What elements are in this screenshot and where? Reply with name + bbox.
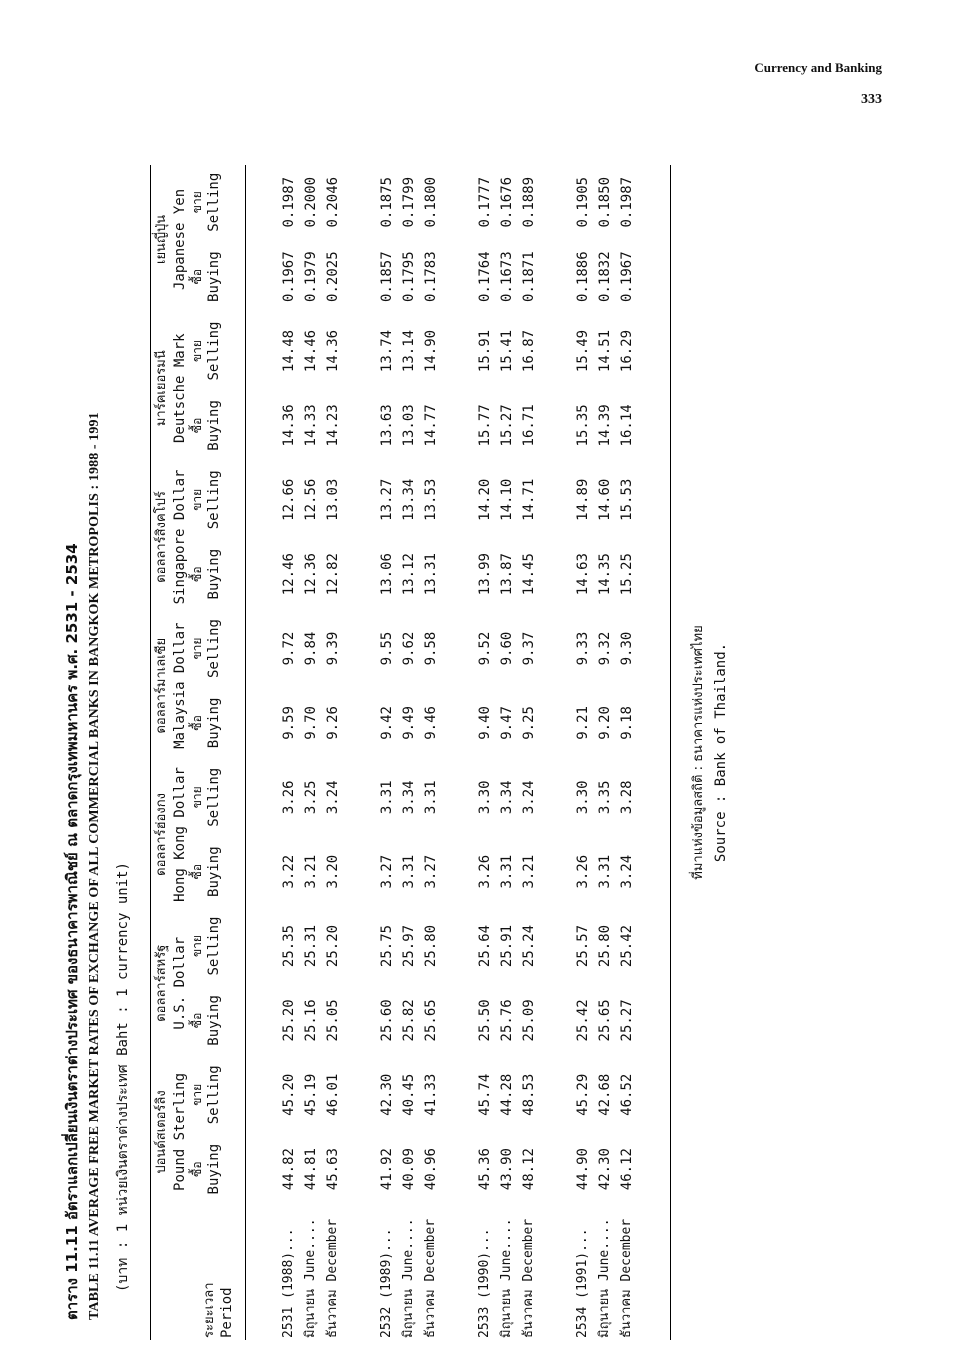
selling-rate-cell: 13.53 [423, 478, 439, 521]
buying-rate-cell: 40.96 [423, 1148, 439, 1191]
source-english: Source : Bank of Thailand. [713, 642, 729, 863]
buying-rate-cell: 16.14 [619, 404, 635, 447]
selling-rate-cell: 0.1987 [619, 176, 635, 228]
buying-rate-cell: 25.82 [401, 999, 417, 1042]
buying-rate-cell: 9.59 [281, 706, 297, 740]
selling-rate-cell: 48.53 [521, 1073, 537, 1116]
selling-rate-cell: 0.1676 [499, 176, 515, 228]
currency-name-thai: ดอลลาร์ฮ่องกง [154, 793, 169, 876]
rotated-table-page [60, 165, 750, 1340]
currency-name-english: Hong Kong Dollar [172, 767, 188, 902]
table-title-thai: ตาราง 11.11 อัตราแลกเปลี่ยนเงินตราต่างประเทศ ของธนาคารพาณิชย์ ณ ตลาดกรุงเทพมหานคร พ.ศ. 2531 - 2534 [63, 543, 81, 1320]
buying-rate-cell: 25.60 [379, 999, 395, 1042]
currency-name-thai: เยนญี่ปุ่น [154, 214, 169, 264]
buy-label-thai: ซื้อ [190, 863, 204, 880]
selling-rate-cell: 25.80 [423, 924, 439, 968]
selling-rate-cell: 13.03 [325, 478, 341, 521]
buying-rate-cell: 40.09 [401, 1148, 417, 1191]
selling-rate-cell: 9.58 [423, 631, 439, 666]
buying-rate-cell: 44.90 [575, 1148, 591, 1191]
selling-rate-cell: 3.28 [619, 780, 635, 815]
selling-rate-cell: 16.87 [521, 329, 537, 373]
buying-rate-cell: 3.31 [499, 854, 515, 889]
selling-rate-cell: 9.72 [281, 631, 297, 666]
buying-rate-cell: 45.36 [477, 1148, 493, 1191]
sell-label-english: Selling [206, 767, 222, 827]
period-header-thai: ระยะเวลา [202, 1282, 217, 1338]
buy-label-english: Buying [206, 995, 222, 1046]
buying-rate-cell: 12.82 [325, 553, 341, 596]
buying-rate-cell: 14.33 [303, 404, 319, 447]
buying-rate-cell: 9.26 [325, 706, 341, 740]
buying-rate-cell: 48.12 [521, 1148, 537, 1191]
period-header-english: Period [219, 1287, 235, 1338]
selling-rate-cell: 3.24 [521, 780, 537, 815]
buying-rate-cell: 25.27 [619, 999, 635, 1042]
currency-name-english: Deutsche Mark [172, 333, 188, 443]
selling-rate-cell: 13.74 [379, 329, 395, 373]
currency-name-english: Japanese Yen [172, 188, 188, 290]
selling-rate-cell: 14.46 [303, 329, 319, 373]
period-header [151, 1206, 235, 1340]
table-row [616, 165, 638, 1340]
buying-rate-cell: 46.12 [619, 1148, 635, 1191]
selling-rate-cell: 0.1875 [379, 176, 395, 228]
selling-rate-cell: 0.2000 [303, 176, 319, 228]
selling-rate-cell: 15.49 [575, 329, 591, 373]
period-label: มิถุนายน June.... [401, 1218, 416, 1338]
buying-rate-cell: 9.47 [499, 706, 515, 740]
buying-rate-cell: 14.39 [597, 404, 613, 447]
buying-header [189, 686, 235, 760]
period-label: 2533 (1990)... [477, 1228, 492, 1338]
buying-rate-cell: 0.1871 [521, 251, 537, 302]
selling-rate-cell: 14.36 [325, 329, 341, 373]
selling-rate-cell: 3.30 [477, 780, 493, 815]
buying-rate-cell: 3.31 [401, 854, 417, 889]
currency-header [151, 463, 189, 612]
buying-rate-cell: 3.24 [619, 854, 635, 889]
sell-label-thai: ขาย [190, 786, 204, 809]
buying-rate-cell: 13.31 [423, 553, 439, 596]
buying-rate-cell: 25.16 [303, 999, 319, 1042]
group-spacer [540, 165, 572, 1340]
sell-label-thai: ขาย [190, 1083, 204, 1106]
buying-rate-cell: 9.49 [401, 706, 417, 740]
buying-rate-cell: 14.36 [281, 404, 297, 447]
buying-rate-cell: 9.70 [303, 706, 319, 740]
currency-header [151, 611, 189, 760]
buying-rate-cell: 25.42 [575, 999, 591, 1042]
buy-label-english: Buying [206, 251, 222, 302]
buying-rate-cell: 14.63 [575, 553, 591, 596]
table-unit-note: (บาท : 1 หน่วยเงินตราต่างประเทศ Baht : 1 currency unit) [115, 862, 131, 1292]
buying-rate-cell: 13.63 [379, 404, 395, 447]
selling-rate-cell: 15.91 [477, 329, 493, 373]
buying-header [189, 983, 235, 1057]
selling-rate-cell: 25.80 [597, 924, 613, 968]
buying-rate-cell: 13.12 [401, 553, 417, 596]
selling-rate-cell: 14.51 [597, 329, 613, 373]
currency-header [151, 314, 189, 463]
buying-rate-cell: 3.27 [379, 854, 395, 889]
buying-rate-cell: 42.30 [597, 1148, 613, 1191]
selling-rate-cell: 9.55 [379, 631, 395, 666]
buying-rate-cell: 13.87 [499, 553, 515, 596]
buying-rate-cell: 14.23 [325, 404, 341, 447]
buying-rate-cell: 3.22 [281, 854, 297, 889]
selling-rate-cell: 25.31 [303, 924, 319, 968]
selling-rate-cell: 14.10 [499, 478, 515, 521]
buying-rate-cell: 14.77 [423, 404, 439, 447]
buying-rate-cell: 9.21 [575, 706, 591, 740]
buying-header [189, 834, 235, 908]
table-row [420, 165, 442, 1340]
currency-name-thai: ดอลลาร์มาเลเซีย [154, 637, 169, 734]
sell-label-english: Selling [206, 321, 222, 381]
selling-rate-cell: 25.57 [575, 924, 591, 968]
buying-rate-cell: 3.26 [477, 854, 493, 889]
period-label: ธันวาคม December [521, 1218, 536, 1338]
sell-label-english: Selling [206, 470, 222, 530]
selling-rate-cell: 25.20 [325, 924, 341, 968]
buying-header [189, 388, 235, 462]
sell-label-english: Selling [206, 916, 222, 976]
buying-rate-cell: 13.06 [379, 553, 395, 596]
selling-header [189, 909, 235, 983]
buying-rate-cell: 0.1857 [379, 251, 395, 302]
selling-rate-cell: 25.24 [521, 924, 537, 968]
table-bottom-rule [670, 165, 671, 1340]
buying-rate-cell: 0.1886 [575, 251, 591, 302]
selling-rate-cell: 0.2046 [325, 176, 341, 228]
buying-rate-cell: 3.21 [521, 854, 537, 889]
buying-rate-cell: 43.90 [499, 1148, 515, 1191]
selling-header [189, 1058, 235, 1132]
buying-rate-cell: 41.92 [379, 1148, 395, 1191]
period-label: มิถุนายน June.... [597, 1218, 612, 1338]
exchange-rate-table [150, 165, 671, 1340]
buying-rate-cell: 9.25 [521, 706, 537, 740]
table-row [376, 165, 398, 1340]
selling-rate-cell: 45.29 [575, 1073, 591, 1116]
selling-rate-cell: 3.24 [325, 780, 341, 815]
table-row [398, 165, 420, 1340]
selling-rate-cell: 13.14 [401, 329, 417, 373]
buying-rate-cell: 0.1967 [619, 251, 635, 302]
selling-rate-cell: 46.01 [325, 1073, 341, 1116]
table-source [688, 165, 732, 1340]
selling-rate-cell: 9.52 [477, 631, 493, 666]
currency-header [151, 1058, 189, 1207]
selling-rate-cell: 16.29 [619, 329, 635, 373]
buying-rate-cell: 3.27 [423, 854, 439, 889]
selling-rate-cell: 46.52 [619, 1073, 635, 1116]
currency-name-english: Pound Sterling [172, 1072, 188, 1191]
buying-rate-cell: 3.21 [303, 854, 319, 889]
buying-rate-cell: 25.50 [477, 999, 493, 1042]
buying-rate-cell: 0.1967 [281, 251, 297, 302]
selling-rate-cell: 13.27 [379, 478, 395, 521]
currency-name-thai: ดอลลาร์สิงคโปร์ [154, 491, 169, 583]
selling-rate-cell: 0.1799 [401, 176, 417, 228]
buying-rate-cell: 9.18 [619, 706, 635, 740]
period-label: มิถุนายน June.... [303, 1218, 318, 1338]
buy-label-thai: ซื้อ [190, 268, 204, 285]
selling-rate-cell: 0.1987 [281, 176, 297, 228]
selling-rate-cell: 40.45 [401, 1073, 417, 1116]
selling-rate-cell: 9.62 [401, 631, 417, 666]
table-row [278, 165, 300, 1340]
buy-sell-header-row [189, 165, 235, 1340]
buy-label-english: Buying [206, 548, 222, 600]
currency-name-english: U.S. Dollar [172, 936, 188, 1030]
selling-rate-cell: 15.41 [499, 329, 515, 373]
sell-label-english: Selling [206, 172, 222, 232]
selling-rate-cell: 25.35 [281, 924, 297, 968]
selling-rate-cell: 0.1850 [597, 176, 613, 228]
selling-rate-cell: 45.20 [281, 1073, 297, 1116]
buying-rate-cell: 14.35 [597, 553, 613, 596]
selling-rate-cell: 41.33 [423, 1073, 439, 1116]
currency-header-row [151, 165, 189, 1340]
selling-rate-cell: 0.1889 [521, 176, 537, 228]
group-spacer [638, 165, 670, 1340]
buying-rate-cell: 25.09 [521, 999, 537, 1042]
buying-rate-cell: 3.26 [575, 854, 591, 889]
table-row [474, 165, 496, 1340]
selling-rate-cell: 3.31 [379, 780, 395, 815]
selling-rate-cell: 3.34 [499, 780, 515, 815]
selling-header [189, 611, 235, 685]
buying-rate-cell: 0.1979 [303, 251, 319, 302]
buying-header [189, 239, 235, 313]
selling-rate-cell: 3.25 [303, 780, 319, 815]
period-label: 2531 (1988)... [281, 1228, 296, 1338]
buying-rate-cell: 44.82 [281, 1148, 297, 1191]
buy-label-english: Buying [206, 400, 222, 451]
buying-rate-cell: 25.65 [597, 999, 613, 1042]
period-label: 2532 (1989)... [379, 1228, 394, 1338]
selling-rate-cell: 25.64 [477, 924, 493, 968]
selling-rate-cell: 14.48 [281, 329, 297, 373]
table-row [594, 165, 616, 1340]
buying-rate-cell: 3.31 [597, 854, 613, 889]
group-spacer [442, 165, 474, 1340]
selling-rate-cell: 3.31 [423, 780, 439, 815]
selling-header [189, 314, 235, 388]
buying-rate-cell: 15.35 [575, 404, 591, 447]
sell-label-thai: ขาย [190, 340, 204, 363]
buying-rate-cell: 12.36 [303, 553, 319, 596]
sell-label-thai: ขาย [190, 637, 204, 660]
period-label: ธันวาคม December [325, 1218, 340, 1338]
page-number: 333 [861, 92, 882, 107]
selling-rate-cell: 9.33 [575, 631, 591, 666]
table-row [518, 165, 540, 1340]
buying-rate-cell: 0.1783 [423, 251, 439, 302]
selling-rate-cell: 12.56 [303, 478, 319, 521]
selling-header [189, 165, 235, 239]
period-label: ธันวาคม December [423, 1218, 438, 1338]
currency-header [151, 165, 189, 314]
currency-name-thai: ปอนด์สเตอร์ลิง [154, 1090, 169, 1174]
selling-rate-cell: 12.66 [281, 478, 297, 521]
buying-rate-cell: 15.27 [499, 404, 515, 447]
table-row [300, 165, 322, 1340]
buy-label-thai: ซื้อ [190, 1161, 204, 1177]
buying-rate-cell: 0.2025 [325, 251, 341, 302]
group-spacer [246, 165, 279, 1340]
buy-label-thai: ซื้อ [190, 715, 204, 731]
selling-rate-cell: 44.28 [499, 1073, 515, 1116]
buying-rate-cell: 13.99 [477, 553, 493, 596]
selling-rate-cell: 45.19 [303, 1073, 319, 1116]
selling-rate-cell: 3.26 [281, 780, 297, 815]
selling-rate-cell: 9.39 [325, 631, 341, 666]
buy-label-thai: ซื้อ [190, 1012, 204, 1029]
selling-rate-cell: 14.89 [575, 478, 591, 521]
buying-rate-cell: 14.45 [521, 553, 537, 596]
buying-rate-cell: 25.65 [423, 999, 439, 1042]
currency-name-thai: มาร์คเยอรมนี [154, 350, 169, 427]
selling-rate-cell: 14.60 [597, 478, 613, 521]
header-rule [235, 165, 246, 1340]
buying-rate-cell: 25.76 [499, 999, 515, 1042]
table-title-english: TABLE 11.11 AVERAGE FREE MARKET RATES OF EXCHANGE OF ALL COMMERCIAL BANKS IN BANGKOK METROPOLIS : 1988 - 1991 [87, 412, 102, 1320]
selling-rate-cell: 14.20 [477, 478, 493, 521]
period-label: ธันวาคม December [619, 1218, 634, 1338]
selling-rate-cell: 0.1905 [575, 176, 591, 228]
currency-name-english: Malaysia Dollar [172, 622, 188, 749]
buy-label-english: Buying [206, 1143, 222, 1195]
buying-rate-cell: 9.42 [379, 706, 395, 740]
buying-rate-cell: 25.20 [281, 999, 297, 1042]
buying-rate-cell: 13.03 [401, 404, 417, 447]
selling-rate-cell: 0.1777 [477, 176, 493, 228]
table-row [322, 165, 344, 1340]
currency-name-english: Singapore Dollar [172, 469, 188, 605]
selling-rate-cell: 9.60 [499, 631, 515, 666]
sell-label-thai: ขาย [190, 191, 204, 214]
buying-rate-cell: 15.25 [619, 553, 635, 596]
group-spacer [344, 165, 376, 1340]
sell-label-english: Selling [206, 1065, 222, 1125]
currency-header [151, 909, 189, 1058]
selling-header [189, 463, 235, 537]
buying-rate-cell: 3.20 [325, 854, 341, 889]
buying-rate-cell: 15.77 [477, 404, 493, 447]
selling-rate-cell: 25.97 [401, 924, 417, 968]
selling-rate-cell: 42.30 [379, 1073, 395, 1116]
selling-rate-cell: 9.37 [521, 631, 537, 666]
sell-label-thai: ขาย [190, 488, 204, 511]
selling-rate-cell: 14.90 [423, 329, 439, 373]
source-thai: ที่มาแห่งข้อมูลสถิติ : ธนาคารแห่งประเทศไทย [691, 625, 706, 880]
selling-rate-cell: 9.32 [597, 631, 613, 666]
buy-label-english: Buying [206, 697, 222, 749]
selling-rate-cell: 14.71 [521, 478, 537, 521]
selling-rate-cell: 9.30 [619, 631, 635, 666]
sell-label-thai: ขาย [190, 935, 204, 958]
selling-rate-cell: 25.42 [619, 924, 635, 968]
buying-rate-cell: 0.1795 [401, 251, 417, 302]
buying-rate-cell: 45.63 [325, 1148, 341, 1191]
buying-rate-cell: 12.46 [281, 553, 297, 596]
table-row [572, 165, 594, 1340]
selling-rate-cell: 15.53 [619, 478, 635, 521]
selling-rate-cell: 3.35 [597, 780, 613, 815]
selling-header [189, 760, 235, 834]
buy-label-english: Buying [206, 846, 222, 897]
sell-label-english: Selling [206, 619, 222, 679]
selling-rate-cell: 42.68 [597, 1073, 613, 1116]
selling-rate-cell: 9.84 [303, 631, 319, 666]
buying-header [189, 1132, 235, 1206]
selling-rate-cell: 45.74 [477, 1073, 493, 1116]
selling-rate-cell: 3.34 [401, 780, 417, 815]
selling-rate-cell: 3.30 [575, 780, 591, 815]
buying-rate-cell: 44.81 [303, 1148, 319, 1191]
selling-rate-cell: 13.34 [401, 478, 417, 521]
selling-rate-cell: 25.91 [499, 924, 515, 968]
buying-rate-cell: 9.40 [477, 706, 493, 740]
currency-name-thai: ดอลลาร์สหรัฐ [154, 944, 169, 1022]
period-label: มิถุนายน June.... [499, 1218, 514, 1338]
buying-rate-cell: 0.1764 [477, 251, 493, 302]
currency-header [151, 760, 189, 909]
selling-rate-cell: 25.75 [379, 924, 395, 968]
buying-rate-cell: 0.1673 [499, 251, 515, 302]
buying-rate-cell: 9.20 [597, 706, 613, 740]
selling-rate-cell: 0.1800 [423, 176, 439, 228]
buying-header [189, 537, 235, 611]
table-row [496, 165, 518, 1340]
buy-label-thai: ซื้อ [190, 566, 204, 582]
buy-label-thai: ซื้อ [190, 417, 204, 434]
buying-rate-cell: 0.1832 [597, 251, 613, 302]
buying-rate-cell: 16.71 [521, 404, 537, 447]
buying-rate-cell: 9.46 [423, 706, 439, 740]
period-label: 2534 (1991)... [575, 1228, 590, 1338]
buying-rate-cell: 25.05 [325, 999, 341, 1042]
section-title: Currency and Banking [754, 60, 882, 75]
